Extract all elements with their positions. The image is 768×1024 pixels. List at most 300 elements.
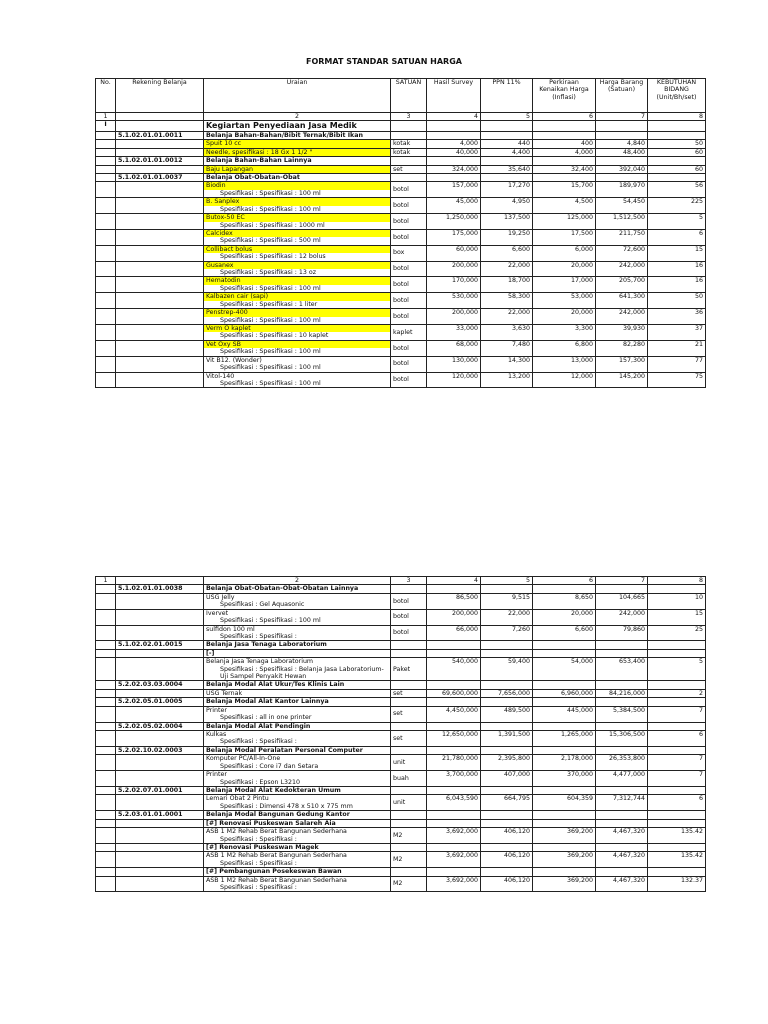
empty-cell bbox=[533, 746, 596, 754]
item-kebutuhan: 77 bbox=[648, 356, 706, 372]
item-description bbox=[204, 356, 391, 372]
sub-heading: [#] Renovasi Puskeswan Salareh Aia bbox=[204, 819, 391, 827]
item-kenaikan: 15,700 bbox=[533, 182, 596, 198]
item-harga: 4,467,320 bbox=[596, 852, 648, 868]
item-row bbox=[96, 593, 706, 609]
item-unit: botol bbox=[391, 261, 427, 277]
item-row bbox=[96, 182, 706, 198]
empty-cell bbox=[596, 131, 648, 139]
empty-cell bbox=[596, 157, 648, 165]
item-unit: unit bbox=[391, 755, 427, 771]
item-harga: 4,467,320 bbox=[596, 876, 648, 892]
group-row bbox=[96, 698, 706, 706]
item-spec: Spesifikasi : Spesifikasi : 100 ml bbox=[220, 284, 321, 292]
group-row bbox=[96, 681, 706, 689]
empty-cell bbox=[648, 786, 706, 794]
empty-cell bbox=[481, 843, 533, 851]
empty-cell bbox=[391, 157, 427, 165]
empty-cell bbox=[648, 641, 706, 649]
no-cell bbox=[96, 722, 116, 730]
empty-cell bbox=[391, 868, 427, 876]
item-hasil-survey: 3,692,000 bbox=[427, 852, 481, 868]
empty-cell bbox=[596, 641, 648, 649]
item-unit: botol bbox=[391, 625, 427, 641]
group-row bbox=[96, 641, 706, 649]
rekening-cell bbox=[116, 277, 204, 293]
item-kenaikan: 369,200 bbox=[533, 828, 596, 844]
group-row bbox=[96, 585, 706, 593]
item-row bbox=[96, 852, 706, 868]
item-spec: Spesifikasi : Spesifikasi : bbox=[220, 884, 297, 892]
item-spec: Spesifikasi : Spesifikasi : 100 ml bbox=[220, 316, 321, 324]
empty-cell bbox=[481, 722, 533, 730]
item-description bbox=[204, 245, 391, 261]
empty-cell bbox=[596, 868, 648, 876]
empty-cell bbox=[391, 843, 427, 851]
empty-cell bbox=[533, 585, 596, 593]
item-spec: Spesifikasi : Spesifikasi : bbox=[220, 835, 297, 843]
empty-cell bbox=[391, 681, 427, 689]
item-spec: Spesifikasi : Spesifikasi : Belanja Jasa Laboratorium-Uji Sampel Penyakit Hewan bbox=[220, 665, 384, 681]
empty-cell bbox=[481, 868, 533, 876]
no-cell bbox=[96, 852, 116, 868]
column-number: 1 bbox=[96, 113, 116, 121]
rekening-code: 5.2.02.03.03.0004 bbox=[116, 681, 204, 689]
item-harga: 157,300 bbox=[596, 356, 648, 372]
item-row bbox=[96, 372, 706, 388]
item-row bbox=[96, 148, 706, 156]
kegiatan-row bbox=[96, 121, 706, 131]
group-row bbox=[96, 157, 706, 165]
item-name: Vit B12. (Wonder) bbox=[206, 356, 262, 364]
item-kebutuhan: 15 bbox=[648, 609, 706, 625]
empty-cell bbox=[391, 121, 427, 131]
empty-cell bbox=[648, 746, 706, 754]
empty-cell bbox=[481, 811, 533, 819]
item-kenaikan: 400 bbox=[533, 140, 596, 148]
no-cell bbox=[96, 165, 116, 173]
column-number: 1 bbox=[96, 577, 116, 585]
empty-cell bbox=[427, 868, 481, 876]
item-ppn: 19,250 bbox=[481, 229, 533, 245]
group-row bbox=[96, 173, 706, 181]
item-description bbox=[204, 795, 391, 811]
rekening-cell bbox=[116, 755, 204, 771]
rekening-code: 5.1.02.01.01.0037 bbox=[116, 173, 204, 181]
item-row bbox=[96, 706, 706, 722]
rekening-cell bbox=[116, 819, 204, 827]
no-cell bbox=[96, 198, 116, 214]
item-description bbox=[204, 731, 391, 747]
empty-cell bbox=[427, 843, 481, 851]
empty-cell bbox=[533, 786, 596, 794]
empty-cell bbox=[427, 585, 481, 593]
item-description bbox=[204, 198, 391, 214]
group-name: Belanja Bahan-Bahan/Bibit Ternak/Bibit Ikan bbox=[204, 131, 391, 139]
empty-cell bbox=[533, 868, 596, 876]
no-cell bbox=[96, 876, 116, 892]
column-number-row bbox=[96, 577, 706, 585]
item-kebutuhan: 135.42 bbox=[648, 828, 706, 844]
empty-cell bbox=[533, 698, 596, 706]
empty-cell bbox=[427, 786, 481, 794]
item-description bbox=[204, 852, 391, 868]
group-name: Belanja Bahan-Bahan Lainnya bbox=[204, 157, 391, 165]
item-ppn: 22,000 bbox=[481, 609, 533, 625]
empty-cell bbox=[427, 746, 481, 754]
no-cell bbox=[96, 641, 116, 649]
item-description bbox=[204, 148, 391, 156]
item-description bbox=[204, 214, 391, 230]
empty-cell bbox=[427, 641, 481, 649]
item-name: Vet Oxy SB bbox=[204, 341, 390, 348]
no-cell bbox=[96, 771, 116, 787]
item-hasil-survey: 4,000 bbox=[427, 140, 481, 148]
item-name: Hematodin bbox=[204, 277, 390, 284]
item-unit: botol bbox=[391, 609, 427, 625]
header-ppn: PPN 11% bbox=[481, 79, 533, 113]
item-name: Penstrep-400 bbox=[204, 309, 390, 316]
item-ppn: 4,400 bbox=[481, 148, 533, 156]
item-harga: 7,312,744 bbox=[596, 795, 648, 811]
item-unit: botol bbox=[391, 229, 427, 245]
empty-cell bbox=[391, 722, 427, 730]
item-unit: M2 bbox=[391, 876, 427, 892]
item-ppn: 3,630 bbox=[481, 324, 533, 340]
item-kebutuhan: 132.37 bbox=[648, 876, 706, 892]
item-kenaikan: 20,000 bbox=[533, 309, 596, 325]
item-hasil-survey: 3,692,000 bbox=[427, 828, 481, 844]
item-kebutuhan: 50 bbox=[648, 293, 706, 309]
column-number: 8 bbox=[648, 577, 706, 585]
no-cell bbox=[96, 229, 116, 245]
item-harga: 26,353,800 bbox=[596, 755, 648, 771]
sub-heading: [#] Pembangunan Posekeswan Bawan bbox=[204, 868, 391, 876]
item-name: ASB 1 M2 Rehab Berat Bangunan Sederhana bbox=[206, 852, 347, 860]
empty-cell bbox=[533, 121, 596, 131]
item-spec: Spesifikasi : Spesifikasi : bbox=[220, 859, 297, 867]
item-row bbox=[96, 689, 706, 697]
item-ppn: 7,480 bbox=[481, 340, 533, 356]
header-hasil-survey: Hasil Survey bbox=[427, 79, 481, 113]
item-description bbox=[204, 706, 391, 722]
item-harga: 641,300 bbox=[596, 293, 648, 309]
sub-heading: [#] Renovasi Puskeswan Magek bbox=[204, 843, 391, 851]
rekening-code: 5.2.02.05.01.0005 bbox=[116, 698, 204, 706]
item-kebutuhan: 37 bbox=[648, 324, 706, 340]
empty-cell bbox=[533, 819, 596, 827]
item-ppn: 58,300 bbox=[481, 293, 533, 309]
group-row bbox=[96, 811, 706, 819]
item-ppn: 14,300 bbox=[481, 356, 533, 372]
item-hasil-survey: 4,450,000 bbox=[427, 706, 481, 722]
item-ppn: 6,600 bbox=[481, 245, 533, 261]
empty-cell bbox=[596, 811, 648, 819]
empty-cell bbox=[481, 157, 533, 165]
item-spec: Spesifikasi : all in one printer bbox=[220, 714, 312, 722]
item-harga: 392,040 bbox=[596, 165, 648, 173]
item-kenaikan: 370,000 bbox=[533, 771, 596, 787]
item-kebutuhan: 36 bbox=[648, 309, 706, 325]
item-harga: 653,400 bbox=[596, 658, 648, 681]
item-hasil-survey: 200,000 bbox=[427, 309, 481, 325]
item-harga: 15,306,500 bbox=[596, 731, 648, 747]
item-kenaikan: 1,265,000 bbox=[533, 731, 596, 747]
item-ppn: 22,000 bbox=[481, 309, 533, 325]
item-kenaikan: 54,000 bbox=[533, 658, 596, 681]
item-ppn: 406,120 bbox=[481, 852, 533, 868]
empty-cell bbox=[391, 746, 427, 754]
item-row bbox=[96, 261, 706, 277]
item-harga: 242,000 bbox=[596, 261, 648, 277]
empty-cell bbox=[648, 173, 706, 181]
item-unit: kaplet bbox=[391, 324, 427, 340]
item-ppn: 7,656,000 bbox=[481, 689, 533, 697]
item-kebutuhan: 7 bbox=[648, 755, 706, 771]
item-row bbox=[96, 277, 706, 293]
rekening-cell bbox=[116, 771, 204, 787]
item-name: Belanja Jasa Tenaga Laboratorium bbox=[206, 658, 314, 666]
empty-cell bbox=[596, 746, 648, 754]
empty-cell bbox=[648, 843, 706, 851]
no-cell bbox=[96, 585, 116, 593]
column-number: 2 bbox=[204, 113, 391, 121]
item-name: Komputer PC/All-In-One bbox=[206, 755, 281, 763]
item-kenaikan: 17,000 bbox=[533, 277, 596, 293]
empty-cell bbox=[481, 746, 533, 754]
item-hasil-survey: 33,000 bbox=[427, 324, 481, 340]
group-name: Belanja Modal Alat Kantor Lainnya bbox=[204, 698, 391, 706]
item-ppn: 17,270 bbox=[481, 182, 533, 198]
item-kenaikan: 8,650 bbox=[533, 593, 596, 609]
item-description bbox=[204, 593, 391, 609]
item-hasil-survey: 540,000 bbox=[427, 658, 481, 681]
item-description bbox=[204, 340, 391, 356]
empty-cell bbox=[533, 681, 596, 689]
no-cell bbox=[96, 689, 116, 697]
no-cell bbox=[96, 214, 116, 230]
item-kebutuhan: 2 bbox=[648, 689, 706, 697]
empty-cell bbox=[481, 121, 533, 131]
kegiatan-name: Kegiartan Penyediaan Jasa Medik bbox=[204, 121, 391, 131]
item-unit: set bbox=[391, 165, 427, 173]
item-description bbox=[204, 229, 391, 245]
item-hasil-survey: 6,043,590 bbox=[427, 795, 481, 811]
item-hasil-survey: 3,692,000 bbox=[427, 876, 481, 892]
item-name: Kalbazen cair (sapi) bbox=[204, 293, 390, 300]
group-name: Belanja Modal Alat Kedokteran Umum bbox=[204, 786, 391, 794]
item-kebutuhan: 225 bbox=[648, 198, 706, 214]
item-kenaikan: 20,000 bbox=[533, 261, 596, 277]
rekening-cell bbox=[116, 165, 204, 173]
item-kenaikan: 32,400 bbox=[533, 165, 596, 173]
item-harga: 205,700 bbox=[596, 277, 648, 293]
item-hasil-survey: 40,000 bbox=[427, 148, 481, 156]
group-name: Belanja Modal Alat Pendingin bbox=[204, 722, 391, 730]
no-cell bbox=[96, 148, 116, 156]
sub-heading-row bbox=[96, 868, 706, 876]
item-unit: botol bbox=[391, 182, 427, 198]
group-row bbox=[96, 722, 706, 730]
rekening-cell bbox=[116, 121, 204, 131]
no-cell bbox=[96, 698, 116, 706]
item-kebutuhan: 6 bbox=[648, 229, 706, 245]
item-ppn: 407,000 bbox=[481, 771, 533, 787]
item-unit: set bbox=[391, 731, 427, 747]
item-name: Biodin bbox=[204, 182, 390, 189]
item-row bbox=[96, 229, 706, 245]
item-unit: buah bbox=[391, 771, 427, 787]
rekening-cell bbox=[116, 198, 204, 214]
group-row bbox=[96, 131, 706, 139]
item-spec: Spesifikasi : Spesifikasi : 13 oz bbox=[220, 269, 316, 277]
item-harga: 72,600 bbox=[596, 245, 648, 261]
item-ppn: 7,260 bbox=[481, 625, 533, 641]
item-spec: Spesifikasi : Spesifikasi : 500 ml bbox=[220, 237, 321, 245]
item-harga: 145,200 bbox=[596, 372, 648, 388]
item-spec: Spesifikasi : Spesifikasi : 100 ml bbox=[220, 364, 321, 372]
item-name: ASB 1 M2 Rehab Berat Bangunan Sederhana bbox=[206, 828, 347, 836]
item-unit: Paket bbox=[391, 658, 427, 681]
item-ppn: 489,500 bbox=[481, 706, 533, 722]
item-ppn: 406,120 bbox=[481, 828, 533, 844]
rekening-cell bbox=[116, 140, 204, 148]
column-number: 8 bbox=[648, 113, 706, 121]
empty-cell bbox=[648, 131, 706, 139]
no-cell bbox=[96, 731, 116, 747]
item-spec: Spesifikasi : Spesifikasi : 100 ml bbox=[220, 189, 321, 197]
empty-cell bbox=[481, 585, 533, 593]
item-kenaikan: 13,000 bbox=[533, 356, 596, 372]
group-name: Belanja Obat-Obatan-Obat-Obatan Lainnya bbox=[204, 585, 391, 593]
item-name: Lemari Obat 2 Pintu bbox=[206, 795, 269, 803]
item-kenaikan: 20,000 bbox=[533, 609, 596, 625]
item-row bbox=[96, 876, 706, 892]
item-ppn: 4,950 bbox=[481, 198, 533, 214]
item-kebutuhan: 10 bbox=[648, 593, 706, 609]
column-number: 4 bbox=[427, 577, 481, 585]
item-hasil-survey: 324,000 bbox=[427, 165, 481, 173]
rekening-code: 5.1.02.01.01.0011 bbox=[116, 131, 204, 139]
kegiatan-no: I bbox=[96, 121, 116, 131]
item-row bbox=[96, 658, 706, 681]
empty-cell bbox=[596, 722, 648, 730]
item-spec: Spesifikasi : Spesifikasi : 10 kaplet bbox=[220, 332, 329, 340]
item-kebutuhan: 16 bbox=[648, 261, 706, 277]
empty-cell bbox=[533, 173, 596, 181]
item-unit: M2 bbox=[391, 828, 427, 844]
empty-cell bbox=[596, 649, 648, 657]
item-row bbox=[96, 755, 706, 771]
empty-cell bbox=[648, 722, 706, 730]
rekening-cell bbox=[116, 261, 204, 277]
empty-cell bbox=[391, 131, 427, 139]
item-kenaikan: 369,200 bbox=[533, 852, 596, 868]
empty-cell bbox=[648, 698, 706, 706]
empty-cell bbox=[427, 819, 481, 827]
item-harga: 4,477,000 bbox=[596, 771, 648, 787]
item-harga: 54,450 bbox=[596, 198, 648, 214]
header-kenaikan: Perkiraan Kenaikan Harga (Inflasi) bbox=[533, 79, 596, 113]
rekening-cell bbox=[116, 245, 204, 261]
empty-cell bbox=[596, 843, 648, 851]
item-name: Collibact bolus bbox=[204, 246, 390, 253]
item-hasil-survey: 21,780,000 bbox=[427, 755, 481, 771]
empty-cell bbox=[648, 157, 706, 165]
no-cell bbox=[96, 372, 116, 388]
item-harga: 189,970 bbox=[596, 182, 648, 198]
item-kenaikan: 6,000 bbox=[533, 245, 596, 261]
item-kenaikan: 4,000 bbox=[533, 148, 596, 156]
item-hasil-survey: 60,000 bbox=[427, 245, 481, 261]
empty-cell bbox=[391, 811, 427, 819]
rekening-code: 5.1.02.02.01.0015 bbox=[116, 641, 204, 649]
no-cell bbox=[96, 649, 116, 657]
no-cell bbox=[96, 324, 116, 340]
item-row bbox=[96, 356, 706, 372]
item-kenaikan: 53,000 bbox=[533, 293, 596, 309]
item-spec: Spesifikasi : Spesifikasi : bbox=[220, 738, 297, 746]
no-cell bbox=[96, 356, 116, 372]
item-kebutuhan: 75 bbox=[648, 372, 706, 388]
rekening-cell bbox=[116, 876, 204, 892]
empty-cell bbox=[596, 173, 648, 181]
item-description bbox=[204, 625, 391, 641]
item-harga: 1,512,500 bbox=[596, 214, 648, 230]
item-ppn: 664,795 bbox=[481, 795, 533, 811]
item-ppn: 440 bbox=[481, 140, 533, 148]
rekening-cell bbox=[116, 852, 204, 868]
group-name: Belanja Modal Bangunan Gedung Kantor bbox=[204, 811, 391, 819]
rekening-cell bbox=[116, 706, 204, 722]
empty-cell bbox=[427, 649, 481, 657]
item-row bbox=[96, 795, 706, 811]
item-ppn: 35,640 bbox=[481, 165, 533, 173]
item-kebutuhan: 56 bbox=[648, 182, 706, 198]
no-cell bbox=[96, 795, 116, 811]
item-description bbox=[204, 309, 391, 325]
item-ppn: 9,515 bbox=[481, 593, 533, 609]
item-name: Calcidex bbox=[204, 230, 390, 237]
no-cell bbox=[96, 755, 116, 771]
column-number: 4 bbox=[427, 113, 481, 121]
item-row bbox=[96, 625, 706, 641]
group-row bbox=[96, 786, 706, 794]
item-row bbox=[96, 340, 706, 356]
empty-cell bbox=[533, 843, 596, 851]
item-spec: Spesifikasi : Dimensi 478 x 510 x 775 mm bbox=[220, 802, 353, 810]
no-cell bbox=[96, 868, 116, 876]
item-unit: botol bbox=[391, 372, 427, 388]
group-name: Belanja Jasa Tenaga Laboratorium bbox=[204, 641, 391, 649]
item-spec: Spesifikasi : Gel Aquasonic bbox=[220, 601, 305, 609]
no-cell bbox=[96, 245, 116, 261]
no-cell bbox=[96, 746, 116, 754]
no-cell bbox=[96, 681, 116, 689]
item-kebutuhan: 21 bbox=[648, 340, 706, 356]
item-unit: botol bbox=[391, 593, 427, 609]
item-description bbox=[204, 755, 391, 771]
empty-cell bbox=[481, 641, 533, 649]
item-row bbox=[96, 214, 706, 230]
item-row bbox=[96, 165, 706, 173]
item-kebutuhan: 60 bbox=[648, 165, 706, 173]
item-harga: 82,280 bbox=[596, 340, 648, 356]
empty-cell bbox=[481, 681, 533, 689]
item-description bbox=[204, 277, 391, 293]
rekening-cell bbox=[116, 649, 204, 657]
empty-cell bbox=[427, 722, 481, 730]
